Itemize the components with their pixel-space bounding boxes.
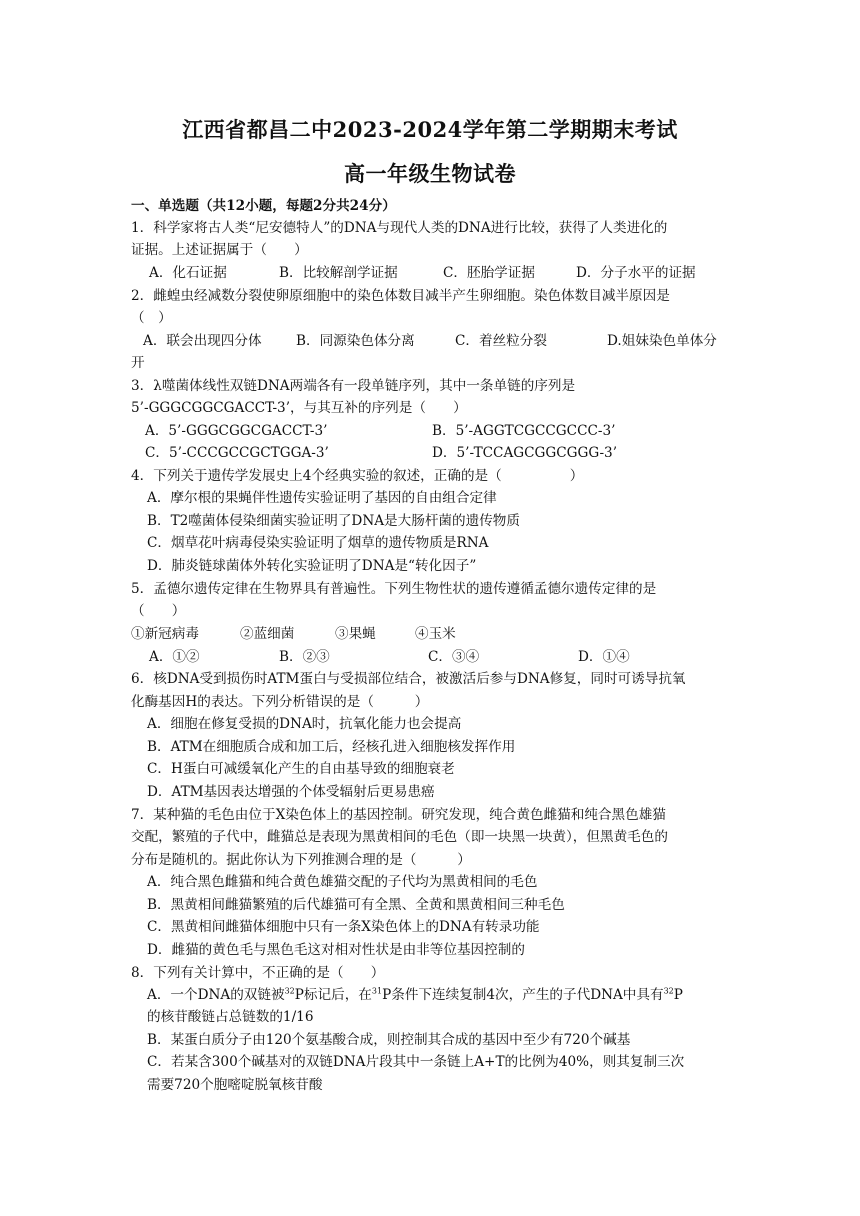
- q7-option-d: D．雌猫的黄色毛与黑色毛这对相对性状是由非等位基因控制的: [147, 942, 525, 958]
- q5-option-a: A．①②: [149, 649, 200, 665]
- q8-option-c-wrap: 需要720个胞嘧啶脱氧核苷酸: [147, 1077, 323, 1093]
- q6-option-a: A．细胞在修复受损的DNA时，抗氧化能力也会提高: [147, 716, 462, 732]
- q5-item-3: ③果蝇: [335, 626, 376, 642]
- q8-option-a: [147, 985, 747, 1005]
- q3-option-d: D．5’-TCCAGCGGCGGG-3’: [432, 445, 618, 461]
- q8-a-sup3: 32: [663, 986, 674, 996]
- q8-a-part2: P标记后，在: [294, 987, 372, 1003]
- q2-option-d-wrap: 开: [131, 355, 145, 371]
- q8-a-sup1: 32: [284, 986, 295, 996]
- q6-option-d: D．ATM基因表达增强的个体受辐射后更易患癌: [147, 784, 435, 800]
- q8-a-part3: P条件下连续复制4次，产生的子代DNA中具有: [382, 987, 664, 1003]
- q3-option-b: B．5’-AGGTCGCCGCCC-3’: [432, 423, 616, 439]
- q1-option-c: C．胚胎学证据: [443, 265, 535, 281]
- q7-stem-line2: 交配，繁殖的子代中，雌猫总是表现为黑黄相间的毛色（即一块黑一块黄），但黑黄毛色的: [131, 829, 668, 845]
- q8-a-part4: P: [673, 987, 683, 1003]
- q5-item-1: ①新冠病毒: [131, 626, 199, 642]
- q5-option-b: B．②③: [279, 649, 330, 665]
- q2-option-c: C．着丝粒分裂: [455, 333, 547, 349]
- q4-option-c: C．烟草花叶病毒侵染实验证明了烟草的遗传物质是RNA: [147, 535, 489, 551]
- q1-option-b: B．比较解剖学证据: [279, 265, 398, 281]
- q7-option-b: B．黑黄相间雌猫繁殖的后代雄猫可有全黑、全黄和黑黄相间三种毛色: [147, 897, 565, 913]
- q1-option-d: D．分子水平的证据: [576, 265, 696, 281]
- q2-stem-line1: 2．雌蝗虫经减数分裂使卵原细胞中的染色体数目减半产生卵细胞。染色体数目减半原因是: [131, 288, 670, 304]
- q5-item-4: ④玉米: [415, 626, 456, 642]
- q3-stem-line1: 3．λ噬菌体线性双链DNA两端各有一段单链序列，其中一条单链的序列是: [131, 378, 576, 394]
- q8-option-a-wrap: 的核苷酸链占总链数的1/16: [147, 1009, 314, 1025]
- exam-title: 江西省都昌二中2023-2024学年第二学期期末考试: [182, 117, 678, 142]
- q3-option-a: A．5’-GGGCGGCGACCT-3’: [145, 423, 328, 439]
- q7-stem-line1: 7．某种猫的毛色由位于X染色体上的基因控制。研究发现，纯合黄色雌猫和纯合黑色雄猫: [131, 807, 666, 823]
- q6-option-c: C．H蛋白可减缓氧化产生的自由基导致的细胞衰老: [147, 761, 455, 777]
- q7-option-a: A．纯合黑色雌猫和纯合黄色雄猫交配的子代均为黑黄相间的毛色: [147, 874, 538, 890]
- q6-stem-line1: 6．核DNA受到损伤时ATM蛋白与受损部位结合，被激活后参与DNA修复，同时可诱导抗氧: [131, 671, 686, 687]
- q5-stem-line2: （ ）: [131, 603, 186, 619]
- q1-stem-line1: 1．科学家将古人类“尼安德特人”的DNA与现代人类的DNA进行比较，获得了人类进化的: [131, 220, 668, 236]
- q1-option-a: A．化石证据: [149, 265, 227, 281]
- q6-stem-line2: 化酶基因H的表达。下列分析错误的是（ ）: [131, 694, 429, 710]
- q4-option-a: A．摩尔根的果蝇伴性遗传实验证明了基因的自由组合定律: [147, 490, 497, 506]
- q5-item-2: ②蓝细菌: [240, 626, 295, 642]
- q5-option-d: D．①④: [578, 649, 630, 665]
- section-heading: 一、单选题（共12小题，每题2分共24分）: [131, 198, 396, 214]
- q1-stem-line2: 证据。上述证据属于（ ）: [131, 242, 308, 258]
- q8-stem: 8．下列有关计算中，不正确的是（ ）: [131, 965, 385, 981]
- q4-option-d: D．肺炎链球菌体外转化实验证明了DNA是“转化因子”: [147, 558, 477, 574]
- exam-subtitle: 高一年级生物试卷: [344, 161, 516, 186]
- q8-a-sup2: 31: [371, 986, 383, 996]
- q2-option-b: B．同源染色体分离: [296, 333, 415, 349]
- q7-option-c: C．黑黄相间雌猫体细胞中只有一条X染色体上的DNA有转录功能: [147, 919, 540, 935]
- q2-stem-line2: （ ）: [131, 310, 172, 326]
- q2-option-a: A．联会出现四分体: [143, 333, 262, 349]
- q7-stem-line3: 分布是随机的。据此你认为下列推测合理的是（ ）: [131, 852, 471, 868]
- q8-option-c: C．若某含300个碱基对的双链DNA片段其中一条链上A+T的比例为40%，则其复制三次: [147, 1054, 685, 1070]
- q3-option-c: C．5’-CCCGCCGCTGGA-3’: [145, 445, 329, 461]
- q5-stem-line1: 5．孟德尔遗传定律在生物界具有普遍性。下列生物性状的遗传遵循孟德尔遗传定律的是: [131, 581, 657, 597]
- q4-stem: 4．下列关于遗传学发展史上4个经典实验的叙述，正确的是（ ）: [131, 468, 584, 484]
- q8-option-b: B．某蛋白质分子由120个氨基酸合成，则控制其合成的基因中至少有720个碱基: [147, 1032, 631, 1048]
- q4-option-b: B．T2噬菌体侵染细菌实验证明了DNA是大肠杆菌的遗传物质: [147, 513, 520, 529]
- q5-option-c: C．③④: [428, 649, 480, 665]
- q6-option-b: B．ATM在细胞质合成和加工后，经核孔进入细胞核发挥作用: [147, 739, 516, 755]
- q3-stem-line2: 5’-GGGCGGCGACCT-3’，与其互补的序列是（ ）: [131, 400, 467, 416]
- q8-a-part1: A．一个DNA的双链被: [147, 987, 285, 1003]
- q2-option-d: D.姐妹染色单体分: [607, 333, 717, 349]
